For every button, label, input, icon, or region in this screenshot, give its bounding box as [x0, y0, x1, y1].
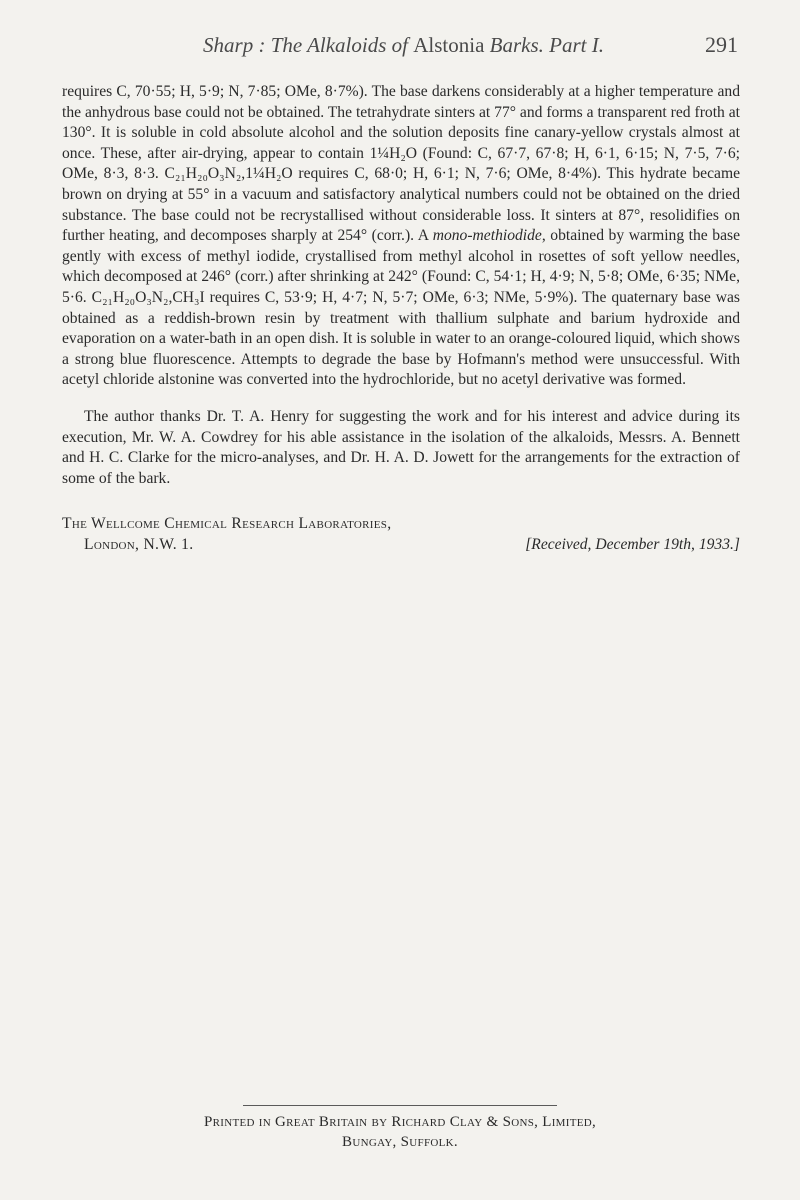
running-title: Sharp : The Alkaloids of Alstonia Barks. Part I. [203, 33, 604, 57]
affiliation-block [62, 514, 740, 555]
header-title-a: The Alkaloids of [270, 33, 414, 57]
paragraph-1-part-a: requires C, 70·55; H, 5·9; N, 7·85; OMe, 8·7%). The base darkens considerably at a higher temperature and the anhydrous base could not be obtained. The tetrahydrate sinters at 77° and forms a transparent red froth at 130°. It is soluble in cold absolute alcohol and the solution deposits fine canary-yellow crystals almost at once. These, after air-drying, appear to contain 1¼H₂O (Found: C, 67·7, 67·8; H, 6·1, 6·15; N, 7·5, 7·6; OMe, 8·3, 8·3. C₂₁H₂₀O₃N₂,1¼H₂O requires C, 68·0; H, 6·1; N, 7·6; OMe, 8·4%). This hydrate became brown on drying at 55° in a vacuum and satisfactory analytical numbers could not be obtained on the dried substance. The base could not be recrystallised without considerable loss. It sinters at 87°, resolidifies on further heating, and decomposes sharply at 254° (corr.). A [62, 83, 740, 245]
page-number: 291 [705, 32, 738, 57]
received-date: [Received, December 19th, 1933.] [525, 535, 740, 553]
printer-line-2: Bungay, Suffolk. [342, 1134, 458, 1150]
printer-line-1: Printed in Great Britain by Richard Clay & Sons, Limited, [203, 1114, 597, 1130]
affiliation-institution: The Wellcome Chemical Research Laboratories, [62, 515, 392, 532]
paragraph-acknowledgements: The author thanks Dr. T. A. Henry for suggesting the work and for his interest and advice during its execution, Mr. W. A. Cowdrey for his able assistance in the isolation of the alkaloids, Messrs. A. Bennett and H. C. Clarke for the micro-analyses, and Dr. H. A. D. Jowett for the arrangements for the extraction of some of the bark. [62, 407, 740, 487]
paragraph-1-part-b: , obtained by warming the base gently with excess of methyl iodide, crystallised from methyl alcohol in rosettes of soft yellow needles, which decomposed at 246° (corr.) after shrinking at 242° (Found: C, 54·1; H, 4·9; N, 5·8; OMe, 6·35; NMe, 5·6. C₂₁H₂₀O₃N₂,CH₃I requires C, 53·9; H, 4·7; N, 5·7; OMe, 6·3; NMe, 5·9%). The quaternary base was obtained as a reddish-brown resin by treatment with thallium sulphate and barium hydroxide and evaporation on a water-bath in an open dish. It is soluble in water to an orange-coloured liquid, which shows a strong blue fluorescence. Attempts to degrade the base by Hofmann's method were unsuccessful. With acetyl chloride alstonine was converted into the hydrochloride, but no acetyl derivative was formed. [62, 227, 740, 389]
running-header [62, 32, 738, 58]
affiliation-line-2 [62, 535, 740, 556]
header-author: Sharp [203, 33, 254, 57]
paragraph-1-italic-term: mono-methiodide [432, 227, 542, 245]
header-title-c: Barks. Part I. [484, 33, 604, 57]
paragraph-experimental [62, 82, 740, 391]
footer-divider [243, 1105, 557, 1106]
article-body [62, 82, 740, 489]
printer-imprint [0, 1112, 800, 1152]
affiliation-city: London, N.W. 1. [84, 535, 194, 553]
header-title-b: Alstonia [413, 33, 485, 57]
